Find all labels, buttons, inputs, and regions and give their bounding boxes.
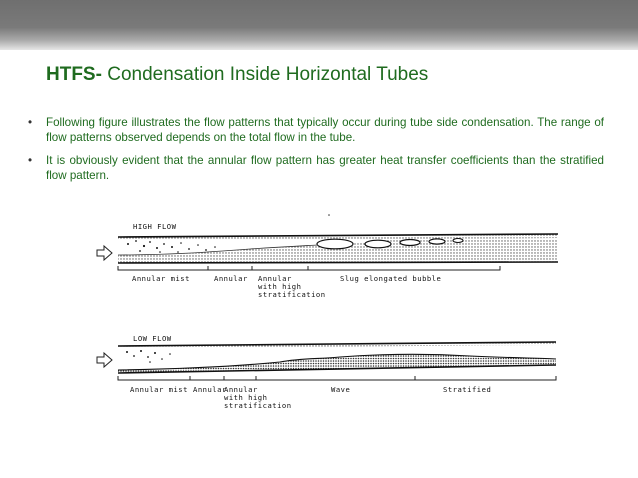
high-flow-heading: HIGH FLOW	[133, 222, 177, 231]
high-flow-label-annular-stratified: Annular	[258, 274, 292, 283]
inlet-arrow-icon	[97, 246, 112, 260]
low-flow-label-annular-mist: Annular mist	[130, 385, 188, 394]
high-flow-section-dividers	[118, 266, 500, 270]
bullet-icon: •	[28, 116, 33, 129]
title-bold: HTFS-	[46, 64, 102, 85]
low-flow-section-dividers	[118, 376, 556, 380]
bullet-text: Following figure illustrates the flow patterns that typically occur during tube side condensation. The range of flow patterns observed depends on the total flow in the tube.	[46, 116, 604, 144]
low-flow-label-stratified: Stratified	[443, 385, 492, 394]
title-rest: Condensation Inside Horizontal Tubes	[101, 64, 429, 85]
high-flow-tube	[118, 234, 558, 263]
low-flow-label-wave: Wave	[331, 385, 351, 394]
stray-mark	[328, 214, 330, 216]
low-flow-label-annular-stratified: Annular	[224, 385, 258, 394]
high-flow-label-with-high: with high	[258, 282, 302, 291]
inlet-arrow-icon	[97, 353, 112, 367]
low-flow-heading: LOW FLOW	[133, 334, 172, 343]
low-flow-label-with-high: with high	[224, 393, 268, 402]
high-flow-label-annular: Annular	[214, 274, 248, 283]
bullet-icon: •	[28, 154, 33, 167]
high-flow-label-stratification: stratification	[258, 290, 326, 299]
bullet-text: It is obviously evident that the annular flow pattern has greater heat transfer coefficients than the stratified flow pattern.	[46, 154, 604, 182]
low-flow-label-stratification: stratification	[224, 401, 292, 410]
low-flow-label-annular: Annular	[193, 385, 227, 394]
low-flow-tube	[118, 342, 556, 373]
high-flow-label-annular-mist: Annular mist	[132, 274, 190, 283]
high-flow-label-slug: Slug elongated bubble	[340, 274, 442, 283]
